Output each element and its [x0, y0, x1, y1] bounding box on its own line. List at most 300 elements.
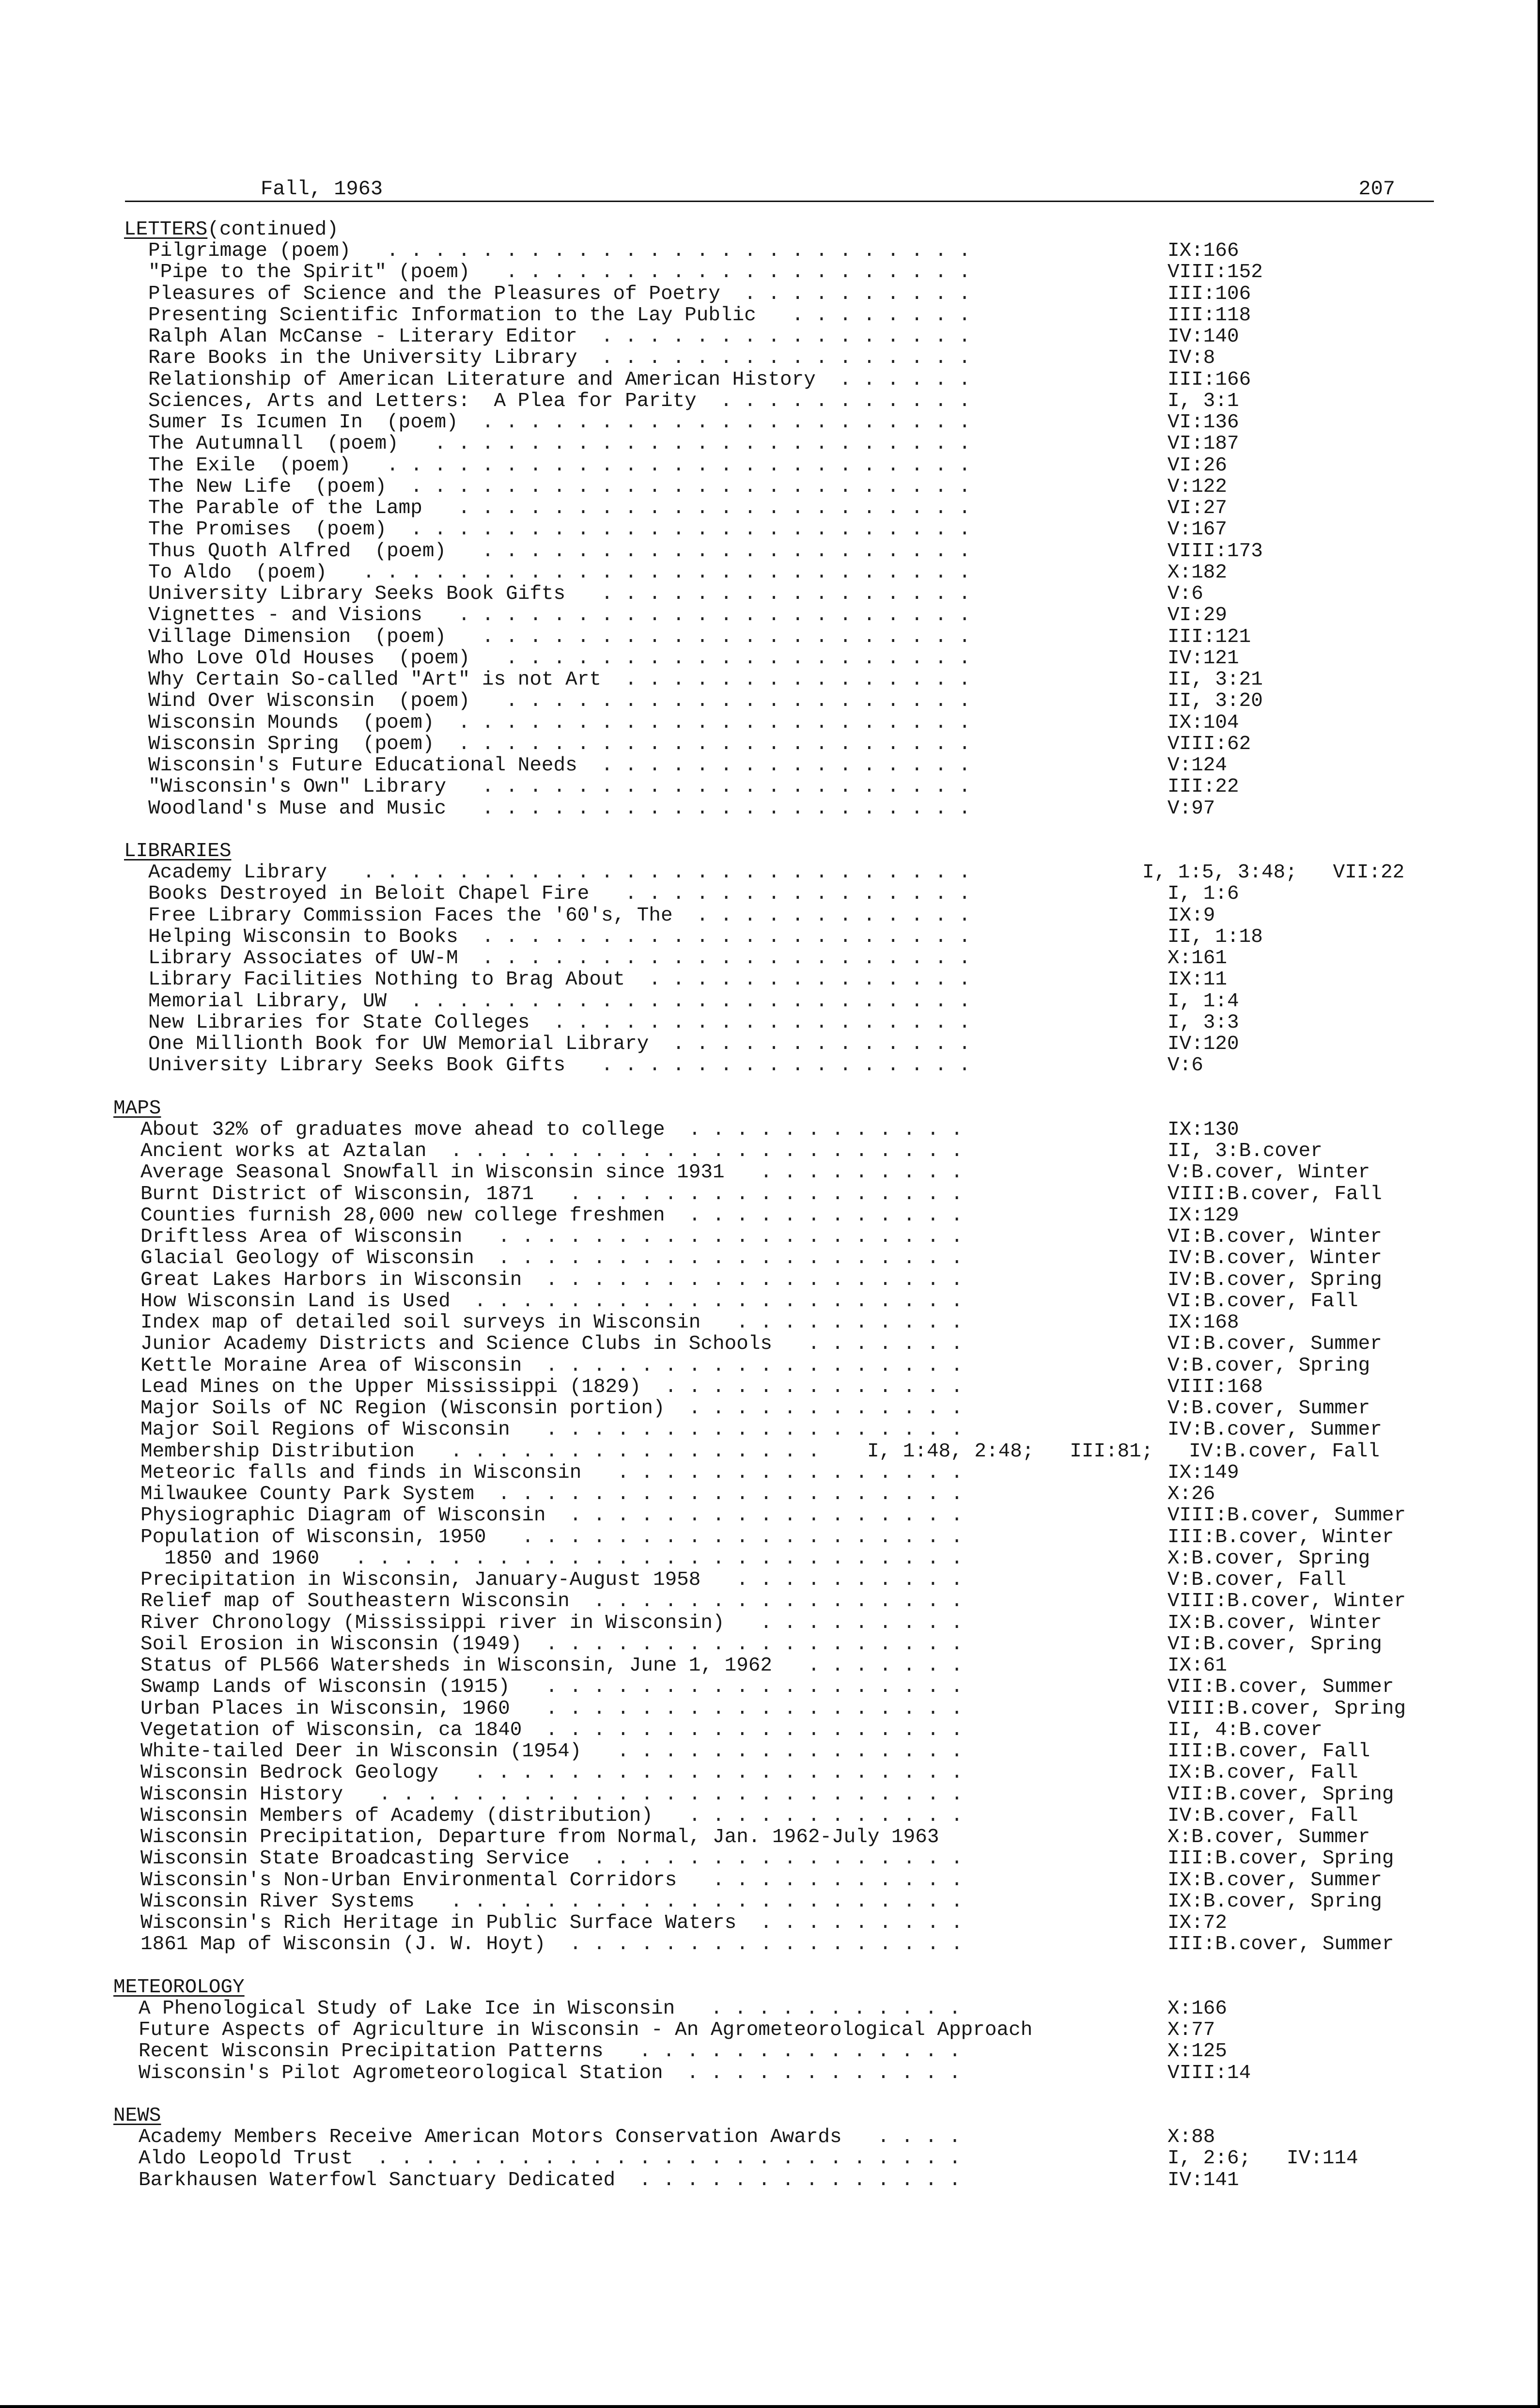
index-entry [0, 476, 1540, 498]
dot-leader: . . . . . . . . . . . . . . . . . . [545, 1354, 975, 1377]
index-entry [0, 1676, 1540, 1698]
entry-title: Membership Distribution [140, 1440, 415, 1463]
entry-title: Thus Quoth Alfred (poem) [148, 540, 447, 563]
dot-leader: . . . . . . . . . . . . [688, 1804, 975, 1827]
entry-title: Wisconsin River Systems [140, 1890, 415, 1913]
entry-reference: IX:11 [1167, 969, 1228, 991]
entry-title: Rare Books in the University Library [148, 347, 577, 370]
index-entry [0, 1805, 1540, 1827]
index-entry [0, 690, 1540, 712]
header-rule [125, 201, 1434, 202]
dot-leader: . . . . . . . . . . . . . . . . . . [553, 1011, 983, 1034]
entry-reference: IX:B.cover, Fall [1167, 1762, 1358, 1784]
index-entry [0, 1527, 1540, 1548]
index-entry [0, 1762, 1540, 1783]
entry-reference: I, 1:5, 3:48; VII:22 [1142, 861, 1405, 884]
section-gap [0, 1955, 1540, 1977]
dot-leader: . . . . . . . . . . . . . . . . . . . . [506, 261, 983, 284]
entry-reference: II, 3:B.cover [1167, 1140, 1322, 1163]
entry-title: Great Lakes Harbors in Wisconsin [140, 1268, 522, 1291]
entry-reference: V:6 [1167, 1054, 1203, 1077]
index-entry [0, 369, 1540, 391]
entry-title: Academy Library [148, 861, 327, 884]
dot-leader: . . . . . . [839, 368, 983, 391]
index-entry [0, 1741, 1540, 1762]
index-entry [0, 905, 1540, 926]
entry-reference: III:22 [1167, 776, 1239, 798]
entry-reference: IV:141 [1167, 2169, 1239, 2191]
index-entry [0, 1441, 1540, 1462]
dot-leader: . . . . . . . . . . . . . . . . . . . . [498, 1483, 975, 1506]
entry-title: Average Seasonal Snowfall in Wisconsin since 1931 [140, 1161, 725, 1184]
entry-reference: VI:B.cover, Fall [1167, 1290, 1358, 1313]
entry-reference: IV:140 [1167, 326, 1239, 348]
entry-title: Sumer Is Icumen In (poem) [148, 411, 458, 434]
dot-leader: . . . . . . . . . . . . . . . . . . . . . . . [434, 433, 983, 455]
index-entry [0, 776, 1540, 797]
index-entry [0, 926, 1540, 948]
index-entry [0, 2041, 1540, 2062]
entry-reference: X:B.cover, Spring [1167, 1547, 1370, 1570]
entry-reference: IX:166 [1167, 240, 1239, 263]
index-entry [0, 1141, 1540, 1162]
page-number: 207 [1358, 177, 1395, 201]
entry-title: How Wisconsin Land is Used [140, 1290, 451, 1313]
entry-title: Index map of detailed soil surveys in Wisconsin [140, 1312, 701, 1334]
index-entry [0, 1355, 1540, 1376]
index-entry [0, 883, 1540, 905]
index-entry [0, 862, 1540, 883]
dot-leader: . . . . . . . [808, 1333, 975, 1356]
entry-title: Aldo Leopold Trust [139, 2147, 353, 2170]
entry-title: To Aldo (poem) [148, 561, 327, 584]
index-entry [0, 1998, 1540, 2019]
entry-title: Ancient works at Aztalan [140, 1140, 427, 1163]
entry-title: Library Associates of UW-M [148, 947, 458, 970]
entry-reference: IX:149 [1167, 1461, 1239, 1484]
index-entry [0, 648, 1540, 669]
dot-leader: . . . . . . . . . . . . . . . . [593, 1847, 975, 1870]
dot-leader: . . . . . . . . . . . . . . . . . . . [522, 1526, 975, 1548]
entry-reference: VI:26 [1167, 454, 1228, 477]
section-title-text: NEWS [113, 2104, 161, 2127]
index-entry [0, 433, 1540, 454]
index-entry [0, 1548, 1540, 1569]
section-title [113, 1098, 1540, 1119]
index-entry [0, 1055, 1540, 1076]
dot-leader: . . . . . . . . . . [736, 1312, 975, 1334]
entry-title: Pleasures of Science and the Pleasures of Poetry [148, 282, 720, 305]
entry-reference: III:166 [1167, 368, 1251, 391]
entry-title: Free Library Commission Faces the '60's, The [148, 904, 673, 927]
entry-title: The New Life (poem) [148, 475, 387, 498]
dot-leader: . . . . . . . . . . . . . . . . . . . . . [482, 947, 983, 970]
entry-title: Wisconsin State Broadcasting Service [140, 1847, 570, 1870]
section-meteo [0, 1977, 1540, 2084]
entry-reference: IV:B.cover, Summer [1167, 1419, 1382, 1441]
entry-reference: IV:B.cover, Fall [1167, 1804, 1358, 1827]
index-entry [0, 519, 1540, 540]
entry-reference: VI:B.cover, Summer [1167, 1333, 1382, 1356]
entry-reference: VIII:173 [1167, 540, 1263, 563]
dot-leader: . . . . . . . . . . . . . . . . . . . . . . [458, 711, 983, 734]
index-entry [0, 1655, 1540, 1676]
entry-reference: X:26 [1167, 1483, 1215, 1506]
entry-title: Meteoric falls and finds in Wisconsin [140, 1461, 582, 1484]
entry-title: Who Love Old Houses (poem) [148, 647, 470, 670]
entry-reference: IV:B.cover, Winter [1167, 1247, 1382, 1270]
entry-reference: IX:61 [1167, 1655, 1228, 1677]
section-title-text: MAPS [113, 1097, 161, 1120]
dot-leader: . . . . . . . . . . . . [688, 1118, 975, 1141]
index-entry [0, 1912, 1540, 1934]
dot-leader: . . . . . . . . . . . . . . . . . . [545, 1633, 975, 1656]
entry-title: Wisconsin Spring (poem) [148, 733, 435, 755]
entry-title: Milwaukee County Park System [140, 1483, 474, 1506]
dot-leader: . . . . . . . . . . . . . . . . . . . . . . [450, 1140, 975, 1163]
dot-leader: . . . . . . . . . . . . . . . . [601, 326, 983, 348]
dot-leader: . . . . . . . . . . . . . . . . . . [545, 1676, 975, 1699]
dot-leader: . . . . . . . . . . . . . . . . . . . . . . [458, 604, 983, 627]
dot-leader: . . . . . . . . . . . [712, 1869, 975, 1892]
entry-reference: V:B.cover, Fall [1167, 1569, 1347, 1592]
entry-reference: IX:72 [1167, 1912, 1228, 1935]
index-entry [0, 1162, 1540, 1183]
entry-title: "Pipe to the Spirit" (poem) [148, 261, 470, 284]
entry-title: Counties furnish 28,000 new college freshmen [140, 1204, 665, 1227]
dot-leader: . . . . . . . . . . . . . . . . . . . . . [482, 540, 983, 563]
index-entry [0, 1312, 1540, 1333]
dot-leader: . . . . . . . . . . . . [688, 1204, 975, 1227]
dot-leader: . . . . . . . . . . . . . . . . . . . . . . [458, 497, 983, 520]
index-entry [0, 991, 1540, 1012]
index-entry [0, 240, 1540, 262]
index-entry [0, 1612, 1540, 1634]
dot-leader: . . . . . . . . . . . . . . . . . . . . . [482, 797, 983, 820]
entry-title: A Phenological Study of Lake Ice in Wisconsin [139, 1997, 675, 2020]
entry-reference: I, 2:6; IV:114 [1167, 2147, 1358, 2170]
entry-title: The Promises (poem) [148, 518, 387, 541]
entry-reference: VII:B.cover, Summer [1167, 1676, 1394, 1699]
index-entry [0, 412, 1540, 433]
entry-reference: X:125 [1167, 2040, 1228, 2063]
entry-reference: V:B.cover, Winter [1167, 1161, 1370, 1184]
entry-title: Vegetation of Wisconsin, ca 1840 [140, 1719, 522, 1741]
dot-leader: . . . . . . . . . . . . . . . . [601, 1054, 983, 1077]
dot-leader: . . . . . . . . . . . . . . . [625, 669, 983, 691]
dot-leader: . . . . . . . . . . . [710, 1997, 973, 2020]
entry-reference: V:6 [1167, 583, 1203, 606]
entry-title: "Wisconsin's Own" Library [148, 776, 447, 798]
dot-leader: . . . . . . . . . . . . . . . . . . . . . [482, 925, 983, 948]
index-entry [0, 1784, 1540, 1805]
dot-leader: . . . . . . . . . . . . . . [639, 2169, 973, 2191]
index-entry [0, 347, 1540, 369]
dot-leader: . . . . . . . . . . . . . . . . [593, 1590, 975, 1613]
entry-title: Wisconsin Mounds (poem) [148, 711, 435, 734]
index-entry [0, 2148, 1540, 2169]
entry-reference: II, 3:20 [1167, 690, 1263, 713]
section-gap [0, 1077, 1540, 1098]
dot-leader: . . . . . . . . . . . . . . . . . . . . . . . . [410, 475, 983, 498]
entry-reference: IX:129 [1167, 1204, 1239, 1227]
dot-leader: . . . . . . . . . . . . . . . . . . [545, 1697, 975, 1720]
index-entry [0, 283, 1540, 305]
index-entry [0, 1462, 1540, 1484]
entry-reference: I, 3:1 [1167, 390, 1239, 412]
dot-leader: . . . . . . . . . . . . . . . . . . . . . . . . . [379, 1783, 975, 1806]
entry-title: Academy Members Receive American Motors Conservation Awards [139, 2126, 842, 2149]
index-entry [0, 1376, 1540, 1398]
entry-reference: I, 1:6 [1167, 883, 1239, 906]
dot-leader: . . . . . . . . . . . . . . . . . [569, 1933, 975, 1956]
entry-reference: VIII:152 [1167, 261, 1263, 284]
section-gap [0, 2084, 1540, 2105]
index-entry [0, 1119, 1540, 1141]
entry-title: University Library Seeks Book Gifts [148, 1054, 566, 1077]
entry-title: Wisconsin Members of Academy (distribution) [140, 1804, 653, 1827]
entry-title: Recent Wisconsin Precipitation Patterns [139, 2040, 604, 2063]
running-head [125, 174, 1434, 203]
entry-title: Junior Academy Districts and Science Clubs in Schools [140, 1333, 773, 1356]
index-entry [0, 305, 1540, 326]
index-entry [0, 1591, 1540, 1612]
entry-reference: V:B.cover, Spring [1167, 1354, 1370, 1377]
index-entry [0, 798, 1540, 819]
entry-title: Glacial Geology of Wisconsin [140, 1247, 474, 1270]
entry-title: Burnt District of Wisconsin, 1871 [140, 1183, 534, 1205]
dot-leader: . . . . . . . . . . . . . . . . [601, 347, 983, 370]
dot-leader: . . . . . . . . . . . . . . . . . [569, 1183, 975, 1205]
entry-title: Wisconsin History [140, 1783, 343, 1806]
index-entry [0, 1720, 1540, 1741]
entry-reference: IX:104 [1167, 711, 1239, 734]
section-title [124, 219, 1540, 240]
entry-title: 1850 and 1960 [140, 1547, 320, 1570]
dot-leader: . . . . . . . . . [760, 1611, 975, 1634]
dot-leader: . . . . . . . . . . . . . . . . . . . . [498, 1247, 975, 1270]
dot-leader: . . . . . . . . . . . . . . . . [601, 583, 983, 606]
entry-title: 1861 Map of Wisconsin (J. W. Hoyt) [140, 1933, 546, 1956]
index-entry [0, 1248, 1540, 1269]
section-maps [0, 1098, 1540, 1955]
dot-leader: . . . . . . . . . . . . . . . . . . . . [506, 647, 983, 670]
entry-title: Library Facilities Nothing to Brag About [148, 969, 625, 991]
entry-title: Wisconsin Bedrock Geology [140, 1762, 439, 1784]
entry-title: Barkhausen Waterfowl Sanctuary Dedicated [139, 2169, 616, 2191]
dot-leader: . . . . . . . . . . . . . . . . . . . . . [474, 1762, 975, 1784]
entry-title: Swamp Lands of Wisconsin (1915) [140, 1676, 510, 1699]
index-entry [0, 1419, 1540, 1440]
entry-title: Wisconsin's Rich Heritage in Public Surface Waters [140, 1912, 737, 1935]
entry-reference: V:B.cover, Summer [1167, 1397, 1370, 1420]
entry-reference: IX:9 [1167, 904, 1215, 927]
index-entry [0, 669, 1540, 690]
entry-reference: III:B.cover, Fall [1167, 1740, 1370, 1763]
entry-reference: III:B.cover, Spring [1167, 1847, 1394, 1870]
entry-title: The Parable of the Lamp [148, 497, 422, 520]
entry-title: New Libraries for State Colleges [148, 1011, 530, 1034]
dot-leader: . . . . . . . . . . . . . . . . . . . . [498, 1226, 975, 1249]
entry-title: Books Destroyed in Beloit Chapel Fire [148, 883, 590, 906]
section-title-text: LETTERS [124, 219, 208, 241]
dot-leader: . . . . . . . . . . . . . . . . . . [545, 1268, 975, 1291]
section-libraries [0, 841, 1540, 1077]
entry-reference: V:167 [1167, 518, 1228, 541]
entry-reference: II, 1:18 [1167, 925, 1263, 948]
entry-title: Lead Mines on the Upper Mississippi (1829) [140, 1376, 641, 1398]
entry-reference: V:124 [1167, 754, 1228, 777]
entry-reference: III:118 [1167, 304, 1251, 327]
dot-leader: . . . . . . . . . . . . . . . . . . [545, 1419, 975, 1441]
entry-title: Helping Wisconsin to Books [148, 925, 458, 948]
entry-title: Wind Over Wisconsin (poem) [148, 690, 470, 713]
index-entry [0, 626, 1540, 648]
entry-reference: IX:B.cover, Winter [1167, 1611, 1382, 1634]
dot-leader: . . . . . . . . . . . . . . . . . . . . . . . . . . [355, 1547, 975, 1570]
entry-title: Memorial Library, UW [148, 990, 387, 1013]
entry-title: Physiographic Diagram of Wisconsin [140, 1504, 546, 1527]
entry-reference: VIII:B.cover, Fall [1167, 1183, 1382, 1205]
index-entry [0, 1698, 1540, 1720]
index-entry [0, 1012, 1540, 1033]
dot-leader: . . . . . . . . . . . . . . . . . . . . . [482, 776, 983, 798]
dot-leader: . . . . [877, 2126, 973, 2149]
index-entry [0, 1033, 1540, 1055]
entry-reference: III:B.cover, Summer [1167, 1933, 1394, 1956]
index-entry [0, 1634, 1540, 1655]
entry-title: One Millionth Book for UW Memorial Library [148, 1033, 649, 1056]
dot-leader: . . . . . . . . . . . . . . . . . . . . . . . . . [387, 454, 983, 477]
dot-leader: . . . . . . . . . . . . . . . . . . . . . [482, 625, 983, 648]
entry-title: Ralph Alan McCanse - Literary Editor [148, 326, 577, 348]
index-entry [0, 948, 1540, 969]
entry-reference: VI:B.cover, Spring [1167, 1633, 1382, 1656]
index-entry [0, 562, 1540, 583]
entry-title: Precipitation in Wisconsin, January-August 1958 [140, 1569, 701, 1592]
entry-reference: VII:B.cover, Spring [1167, 1783, 1394, 1806]
dot-leader: . . . . . . . . . . . . . . . . . . . . . . . . [410, 990, 983, 1013]
section-letters [0, 219, 1540, 819]
entry-title: Woodland's Muse and Music [148, 797, 447, 820]
index-content [0, 219, 1540, 2191]
entry-reference: II, 3:21 [1167, 669, 1263, 691]
entry-title: Population of Wisconsin, 1950 [140, 1526, 486, 1548]
entry-reference: VIII:B.cover, Spring [1167, 1697, 1406, 1720]
entry-reference: I, 3:3 [1167, 1011, 1239, 1034]
entry-reference: I, 1:4 [1167, 990, 1239, 1013]
index-entry [0, 1291, 1540, 1312]
entry-title: The Exile (poem) [148, 454, 351, 477]
entry-reference: VI:29 [1167, 604, 1228, 627]
entry-reference: III:B.cover, Winter [1167, 1526, 1394, 1548]
dot-leader: . . . . . . . . . . . . . . . . . . [545, 1719, 975, 1741]
entry-title: Wisconsin Precipitation, Departure from Normal, Jan. 1962-July 1963 [140, 1826, 939, 1849]
entry-reference: IV:8 [1167, 347, 1215, 370]
entry-reference: VIII:B.cover, Summer [1167, 1504, 1406, 1527]
index-entry [0, 1398, 1540, 1419]
index-entry [0, 755, 1540, 776]
index-entry [0, 541, 1540, 562]
entry-reference: X:B.cover, Summer [1167, 1826, 1370, 1849]
index-entry [0, 1891, 1540, 1912]
entry-reference: VIII:168 [1167, 1376, 1263, 1398]
entry-title: Future Aspects of Agriculture in Wisconsin - An Agrometeorological Approach [139, 2019, 1033, 2042]
dot-leader: . . . . . . . . . . . . . . . . . . . . . [474, 1290, 975, 1313]
index-entry [0, 1870, 1540, 1891]
dot-leader: . . . . . . . . . . . . [688, 1397, 975, 1420]
entry-reference: VIII:62 [1167, 733, 1251, 755]
entry-title: About 32% of graduates move ahead to college [140, 1118, 665, 1141]
entry-reference: X:77 [1167, 2019, 1215, 2042]
dot-leader: . . . . . . . . . . . . . . . . . . . . . . . . . [387, 240, 983, 263]
section-gap [0, 819, 1540, 841]
entry-title: The Autumnall (poem) [148, 433, 399, 455]
entry-title: White-tailed Deer in Wisconsin (1954) [140, 1740, 582, 1763]
dot-leader: . . . . . . . . . . . . . [665, 1376, 975, 1398]
entry-reference: V:97 [1167, 797, 1215, 820]
index-entry [0, 1934, 1540, 1955]
entry-reference: VI:27 [1167, 497, 1228, 520]
section-title [113, 1977, 1540, 1998]
dot-leader: . . . . . . . . . . . . [686, 2062, 973, 2084]
index-entry [0, 605, 1540, 626]
index-entry [0, 1269, 1540, 1291]
index-entry [0, 1205, 1540, 1226]
entry-title: University Library Seeks Book Gifts [148, 583, 566, 606]
index-entry [0, 734, 1540, 755]
entry-reference: IX:130 [1167, 1118, 1239, 1141]
entry-reference: I, 1:48, 2:48; III:81; IV:B.cover, Fall [867, 1440, 1380, 1463]
dot-leader: . . . . . . . . . . . . . . . . . . . . . . [458, 733, 983, 755]
entry-reference: VI:B.cover, Winter [1167, 1226, 1382, 1249]
entry-title: Wisconsin's Pilot Agrometeorological Station [139, 2062, 663, 2084]
dot-leader: . . . . . . . [808, 1655, 975, 1677]
entry-reference: IV:121 [1167, 647, 1239, 670]
index-entry [0, 2127, 1540, 2148]
index-entry [0, 583, 1540, 605]
index-entry [0, 455, 1540, 476]
entry-title: Major Soil Regions of Wisconsin [140, 1419, 510, 1441]
entry-reference: IX:B.cover, Spring [1167, 1890, 1382, 1913]
dot-leader: . . . . . . . . . . . . . . . . [450, 1440, 832, 1463]
dot-leader: . . . . . . . . . . . . . . . . . [569, 1504, 975, 1527]
entry-title: Presenting Scientific Information to the Lay Public [148, 304, 756, 327]
dot-leader: . . . . . . . . . . . . . . . . . . . . . . . . [410, 518, 983, 541]
entry-title: Relationship of American Literature and American History [148, 368, 816, 391]
index-entry [0, 2019, 1540, 2041]
index-entry [0, 2063, 1540, 2084]
entry-reference: VI:136 [1167, 411, 1239, 434]
section-title [124, 841, 1540, 862]
dot-leader: . . . . . . . . . . . [720, 390, 983, 412]
dot-leader: . . . . . . . . . . . . . . . [617, 1740, 975, 1763]
section-title-text: METEOROLOGY [113, 1976, 245, 1999]
dot-leader: . . . . . . . . . [760, 1912, 975, 1935]
index-entry [0, 2170, 1540, 2191]
index-entry [0, 969, 1540, 990]
section-title-text: LIBRARIES [124, 840, 232, 862]
dot-leader: . . . . . . . . . . . . . . [649, 969, 983, 991]
entry-title: Relief map of Southeastern Wisconsin [140, 1590, 570, 1613]
dot-leader: . . . . . . . . . . . . . . . . . . . . . . . . . . [362, 861, 983, 884]
index-entry [0, 326, 1540, 347]
index-entry [0, 1848, 1540, 1869]
index-entry [0, 1226, 1540, 1248]
entry-reference: X:88 [1167, 2126, 1215, 2149]
entry-title: Why Certain So-called "Art" is not Art [148, 669, 601, 691]
dot-leader: . . . . . . . . [792, 304, 983, 327]
